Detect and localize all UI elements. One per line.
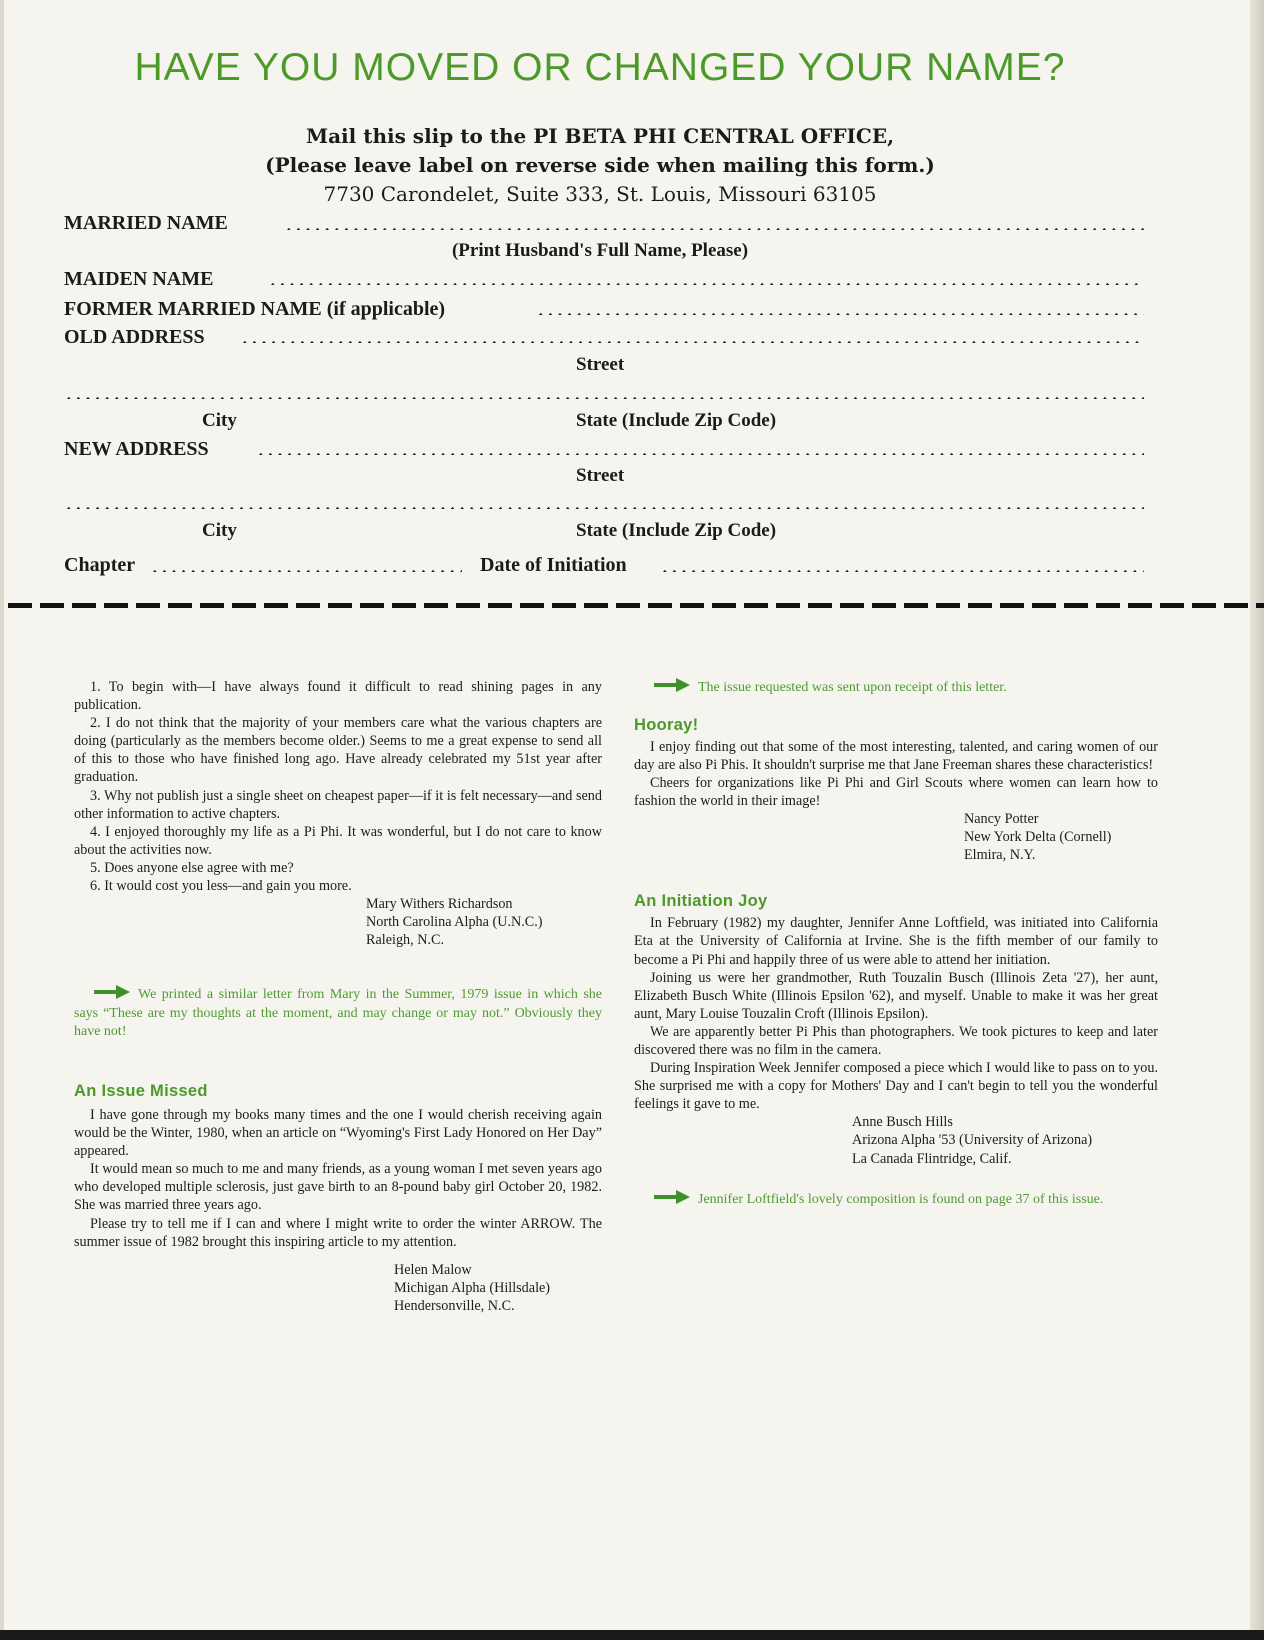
- arrow-icon: [654, 678, 690, 692]
- editor-note-text: We printed a similar letter from Mary in the Summer, 1979 issue in which she says “These are my thoughts at the moment, and may change or may not.” Obviously they have not!: [74, 987, 602, 1040]
- former-married-name-label: FORMER MARRIED NAME (if applicable): [64, 298, 446, 320]
- letter-item: 3. Why not publish just a single sheet on cheapest paper—if it is felt necessary—and send other information to active chapters.: [74, 787, 602, 822]
- letter-paragraph: I have gone through my books many times and the one I would cherish receiving again would be the Winter, 1980, when an article on “Wyoming's First Lady Honored on Her Day” appeared.: [74, 1107, 602, 1160]
- married-name-hint: (Print Husband's Full Name, Please): [451, 240, 749, 261]
- signature-line: Arizona Alpha '53 (University of Arizona): [852, 1132, 1093, 1149]
- editor-note-text: Jennifer Loftfield's lovely composition is found on page 37 of this issue.: [698, 1191, 1104, 1207]
- letter-paragraph: In February (1982) my daughter, Jennifer Anne Loftfield, was initiated into California Eta at the University of California at Irvine. She is the fifth member of our family to become a Pi Phi and happily three of us were able to attend her initiation.: [634, 915, 1158, 968]
- section-heading-initiation-joy: An Initiation Joy: [634, 892, 768, 911]
- editor-note-text: The issue requested was sent upon receipt of this letter.: [698, 680, 1007, 695]
- letter-paragraph: Joining us were her grandmother, Ruth Touzalin Busch (Illinois Zeta '27), her aunt, Elizabeth Busch White (Illinois Epsilon '62), and myself. Unable to make it was her great aunt, Mary Louise Touzalin Croft (Illinois Epsilon).: [634, 969, 1158, 1022]
- new-address-state-caption: State (Include Zip Code): [576, 520, 777, 541]
- new-address-city-caption: City: [202, 520, 237, 541]
- new-address-street-caption: Street: [576, 465, 625, 486]
- new-address-label: NEW ADDRESS: [64, 438, 209, 460]
- signature-line: Helen Malow: [394, 1261, 472, 1278]
- signature-line: Michigan Alpha (Hillsdale): [394, 1279, 551, 1296]
- letter-item: 2. I do not think that the majority of your members care what the various chapters are doing (particularly as the members become older.) Seems to me a great expense to send all of this to those who have finished long ago. Have already celebrated my 51st year after graduation.: [74, 715, 602, 786]
- maiden-name-field[interactable]: [268, 283, 1144, 285]
- editor-note-issue-sent: [634, 678, 1158, 698]
- chapter-field[interactable]: [150, 570, 462, 572]
- letter-item: 5. Does anyone else agree with me?: [90, 859, 294, 876]
- mail-address: 7730 Carondelet, Suite 333, St. Louis, Missouri 63105: [323, 182, 877, 206]
- new-address-city-state-field[interactable]: [64, 507, 1144, 509]
- former-married-name-field[interactable]: [536, 313, 1144, 315]
- page-bottom-edge: [0, 1630, 1264, 1640]
- mail-line-2: (Please leave label on reverse side when mailing this form.): [265, 153, 935, 177]
- page-right-edge: [1250, 0, 1264, 1640]
- old-address-label: OLD ADDRESS: [64, 326, 205, 348]
- arrow-icon: [654, 1190, 690, 1204]
- editor-note-richardson: [74, 985, 602, 1042]
- old-address-street-field[interactable]: [240, 341, 1144, 343]
- initiation-date-label: Date of Initiation: [480, 554, 627, 576]
- signature-line: Elmira, N.Y.: [964, 847, 1036, 864]
- initiation-date-field[interactable]: [660, 570, 1144, 572]
- signature-line: La Canada Flintridge, Calif.: [852, 1150, 1012, 1167]
- signature-potter: [634, 810, 1158, 864]
- signature-malow: [74, 1261, 602, 1315]
- old-address-city-caption: City: [202, 410, 237, 431]
- old-address-street-caption: Street: [576, 354, 625, 375]
- old-address-state-caption: State (Include Zip Code): [576, 410, 777, 431]
- signature-hills: [634, 1113, 1158, 1167]
- signature-line: Nancy Potter: [964, 810, 1039, 827]
- letter-paragraph: We are apparently better Pi Phis than photographers. We took pictures to keep and later discovered there was no film in the camera.: [634, 1023, 1158, 1058]
- mail-line-1: Mail this slip to the PI BETA PHI CENTRAL OFFICE,: [305, 124, 895, 148]
- new-address-street-field[interactable]: [256, 453, 1144, 455]
- married-name-field[interactable]: [284, 228, 1144, 230]
- signature-line: Mary Withers Richardson: [366, 896, 513, 913]
- letter-item: 1. To begin with—I have always found it difficult to read shining pages in any publication.: [74, 679, 602, 714]
- signature-line: New York Delta (Cornell): [964, 829, 1112, 846]
- letter-item: 4. I enjoyed thoroughly my life as a Pi Phi. It was wonderful, but I do not care to know about the activities now.: [74, 823, 602, 858]
- letter-paragraph: During Inspiration Week Jennifer composed a piece which I would like to pass on to you. She surprised me with a copy for Mothers' Day and I can't begin to tell you the wonderful feelings it gave to me.: [634, 1060, 1158, 1113]
- letter-paragraph: It would mean so much to me and many friends, as a young woman I met seven years ago who developed multiple sclerosis, just gave birth to an 8-pound baby girl October 20, 1982. She was married three years ago.: [74, 1161, 602, 1214]
- cut-line: [8, 603, 1264, 608]
- page-headline: HAVE YOU MOVED OR CHANGED YOUR NAME?: [134, 46, 1066, 89]
- letter-item: 6. It would cost you less—and gain you more.: [90, 878, 352, 895]
- signature-line: Raleigh, N.C.: [366, 932, 445, 949]
- letter-paragraph: Please try to tell me if I can and where I might write to order the winter ARROW. The summer issue of 1982 brought this inspiring article to my attention.: [74, 1215, 602, 1250]
- signature-line: Anne Busch Hills: [852, 1114, 953, 1131]
- chapter-label: Chapter: [64, 554, 136, 576]
- editor-note-composition: [634, 1190, 1158, 1210]
- left-column: [74, 678, 602, 1315]
- signature-line: North Carolina Alpha (U.N.C.): [366, 914, 543, 931]
- section-heading-hooray: Hooray!: [634, 715, 699, 734]
- arrow-icon: [94, 985, 130, 999]
- signature-richardson: [74, 895, 602, 949]
- old-address-city-state-field[interactable]: [64, 397, 1144, 399]
- maiden-name-label: MAIDEN NAME: [64, 268, 214, 290]
- letter-paragraph: Cheers for organizations like Pi Phi and Girl Scouts where women can learn how to fashion the world in their image!: [634, 774, 1158, 809]
- signature-line: Hendersonville, N.C.: [394, 1297, 515, 1314]
- mail-instructions: [0, 122, 1200, 209]
- letter-richardson: [74, 678, 602, 949]
- letter-paragraph: I enjoy finding out that some of the most interesting, talented, and caring women of our day are also Pi Phis. It shouldn't surprise me that Jane Freeman shares these characteristics!: [634, 738, 1158, 773]
- section-heading-issue-missed: An Issue Missed: [74, 1081, 208, 1100]
- married-name-label: MARRIED NAME: [64, 212, 228, 234]
- right-column: [634, 678, 1158, 1209]
